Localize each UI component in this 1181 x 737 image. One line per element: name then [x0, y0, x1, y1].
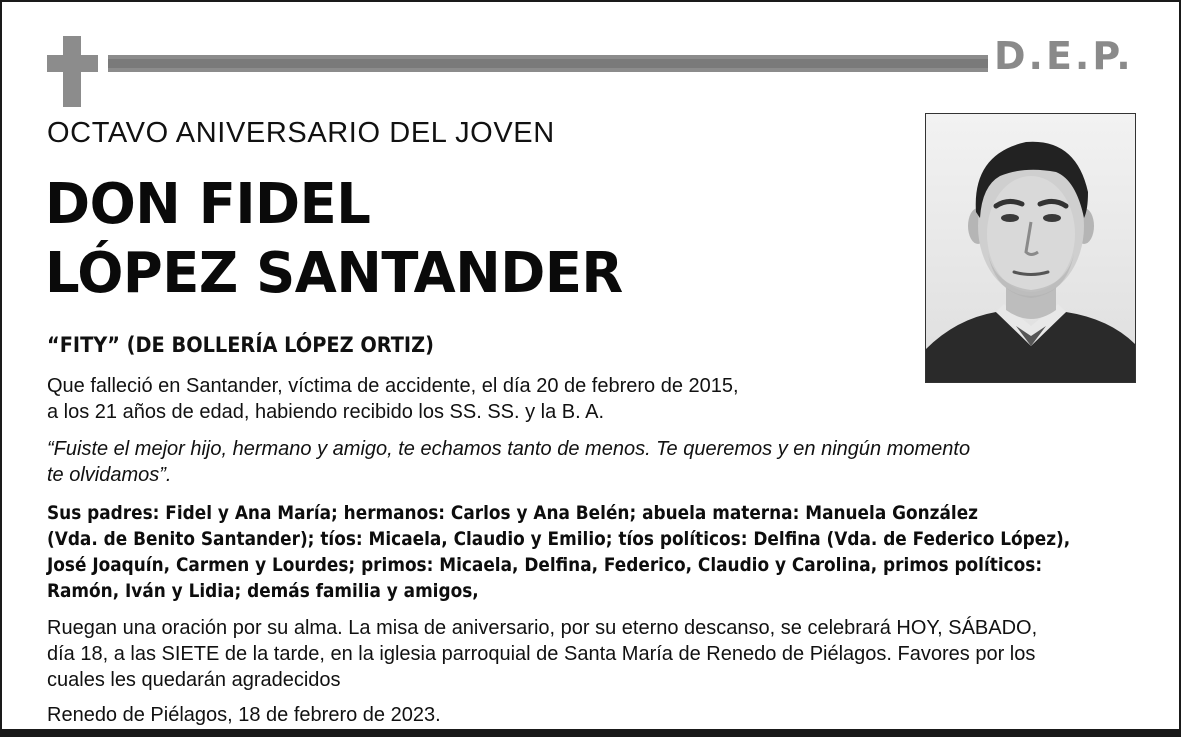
header-rule-inner [108, 59, 988, 68]
death-info [47, 373, 739, 425]
family-list [47, 500, 1070, 604]
nickname: “FITY” (DE BOLLERÍA LÓPEZ ORTIZ) [47, 333, 434, 357]
memorial-quote-line: “Fuiste el mejor hijo, hermano y amigo, te echamos tanto de menos. Te queremos y en ningún momento [47, 438, 971, 460]
portrait-illustration [926, 114, 1136, 383]
family-list-line: Ramón, Iván y Lidia; demás familia y amigos, [47, 580, 479, 602]
deceased-name [45, 170, 623, 308]
family-list-line: Sus padres: Fidel y Ana María; hermanos: Carlos y Ana Belén; abuela materna: Manuela González [47, 502, 979, 524]
family-list-line: (Vda. de Benito Santander); tíos: Micaela, Claudio y Emilio; tíos políticos: Delfina (Vda. de Federico López), [47, 528, 1071, 550]
family-list-line: José Joaquín, Carmen y Lourdes; primos: Micaela, Delfina, Federico, Claudio y Carolina, primos políticos: [47, 554, 1043, 576]
mass-info-line: cuales les quedarán agradecidos [47, 669, 341, 691]
place-date: Renedo de Piélagos, 18 de febrero de 2023. [47, 704, 441, 726]
deceased-name-line-2: LÓPEZ SANTANDER [45, 241, 623, 306]
dep-label: D.E.P. [994, 34, 1134, 78]
memorial-quote [47, 436, 970, 488]
mass-info [47, 615, 1037, 693]
death-info-line: Que falleció en Santander, víctima de accidente, el día 20 de febrero de 2015, [47, 375, 739, 397]
portrait-photo [925, 113, 1136, 383]
mass-info-line: Ruegan una oración por su alma. La misa de aniversario, por su eterno descanso, se celebrará HOY, SÁBADO, [47, 617, 1038, 639]
cross-icon-arm [47, 55, 98, 72]
bottom-rule [0, 729, 1181, 737]
deceased-name-line-1: DON FIDEL [45, 172, 371, 237]
memorial-quote-line: te olvidamos”. [47, 464, 172, 486]
mass-info-line: día 18, a las SIETE de la tarde, en la iglesia parroquial de Santa María de Renedo de Piélagos. Favores por los [47, 643, 1036, 665]
anniversary-headline: OCTAVO ANIVERSARIO DEL JOVEN [47, 117, 555, 149]
death-info-line: a los 21 años de edad, habiendo recibido los SS. SS. y la B. A. [47, 401, 605, 423]
